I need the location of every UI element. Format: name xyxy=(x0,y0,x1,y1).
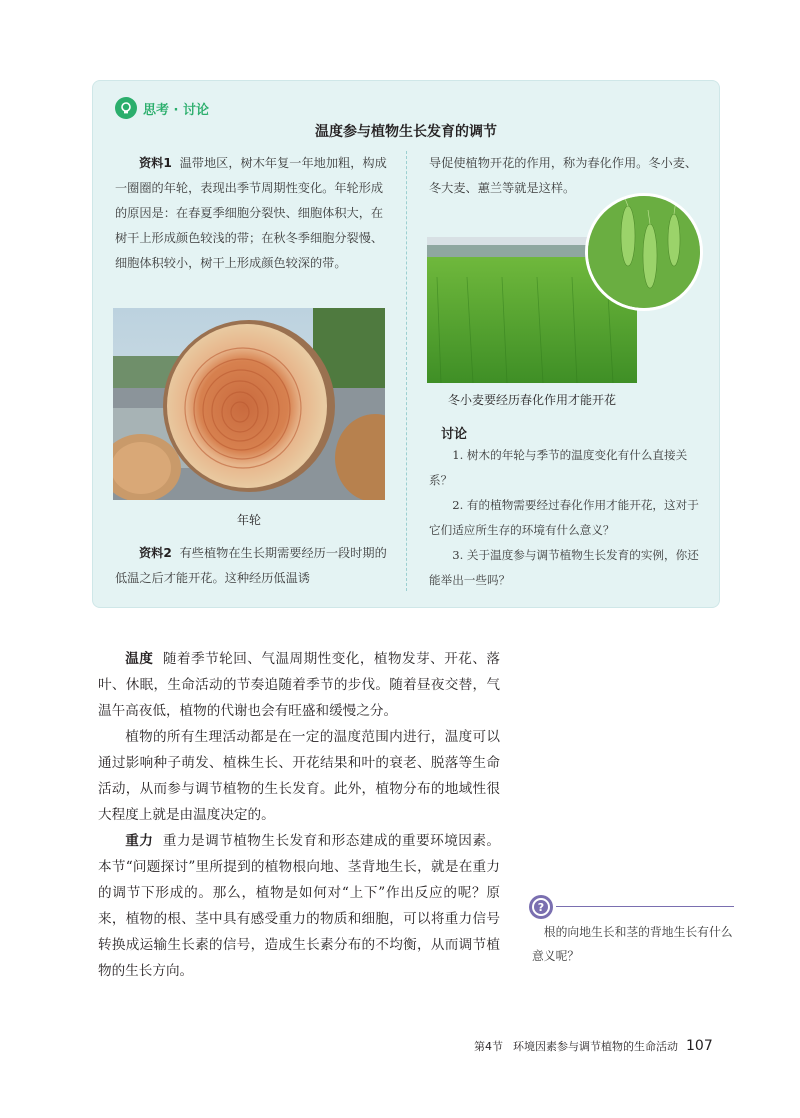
wheat-ear-closeup-photo xyxy=(585,193,703,311)
section-tag xyxy=(115,97,209,119)
material2-label: 资料2 xyxy=(139,546,172,560)
gravity-paragraph xyxy=(98,828,500,984)
page-number: 107 xyxy=(686,1038,713,1054)
material2-continued: 导促使植物开花的作用，称为春化作用。冬小麦、冬大麦、蕙兰等就是这样。 xyxy=(429,156,698,195)
side-note-rule xyxy=(556,906,734,907)
tree-rings-photo xyxy=(113,308,385,500)
material1-text: 温带地区，树木年复一年地加粗，构成一圈圈的年轮，表现出季节周期性变化。年轮形成的原因是：在春夏季细胞分裂快、细胞体积大，在树干上形成颜色较浅的带；在秋冬季细胞分裂慢、细胞体积较小，树干上形成颜色较深的带。 xyxy=(115,156,387,270)
material1-label: 资料1 xyxy=(139,156,172,170)
gravity-text: 重力是调节植物生长发育和形态建成的重要环境因素。本节“问题探讨”里所提到的植物根向地、茎背地生长，就是在重力的调节下形成的。那么，植物是如何对“上下”作出反应的呢？原来，植物的根、茎中具有感受重力的物质和细胞，可以将重力信号转换成运输生长素的信号，造成生长素分布的不均衡，从而调节植物的生长方向。 xyxy=(98,833,501,979)
question-item: 1. 树木的年轮与季节的温度变化有什么直接关系？ xyxy=(429,448,688,487)
tree-rings-caption: 年轮 xyxy=(236,513,261,527)
temperature-paragraph-2: 植物的所有生理活动都是在一定的温度范围内进行，温度可以通过影响种子萌发、植株生长、开花结果和叶的衰老、脱落等生命活动，从而参与调节植物的生长发育。此外，植物分布的地域性很大程度上就是由温度决定的。 xyxy=(98,729,500,823)
discussion-box xyxy=(92,80,720,608)
svg-text:?: ? xyxy=(537,901,545,914)
page-footer xyxy=(474,1038,713,1054)
discussion-questions xyxy=(429,443,705,593)
question-item: 2. 有的植物需要经过春化作用才能开花，这对于它们适应所生存的环境有什么意义？ xyxy=(429,498,699,537)
question-item: 3. 关于温度参与调节植物生长发育的实例，你还能举出一些吗？ xyxy=(429,548,699,587)
main-text xyxy=(98,646,500,984)
temperature-heading: 温度 xyxy=(125,651,154,667)
material1 xyxy=(115,151,391,276)
material2 xyxy=(115,541,391,591)
box-title: 温度参与植物生长发育的调节 xyxy=(315,124,497,140)
temperature-text: 随着季节轮回、气温周期性变化，植物发芽、开花、落叶、休眠，生命活动的节奏追随着季节的步伐。随着昼夜交替，气温午高夜低，植物的代谢也会有旺盛和缓慢之分。 xyxy=(98,651,501,719)
section-tag-label: 思考 · 讨论 xyxy=(143,102,209,118)
column-divider xyxy=(406,151,407,591)
discussion-title: 讨论 xyxy=(441,427,468,442)
lightbulb-icon xyxy=(115,97,137,119)
wheat-caption: 冬小麦要经历春化作用才能开花 xyxy=(447,393,616,407)
material2-text: 有些植物在生长期需要经历一段时期的低温之后才能开花。这种经历低温诱 xyxy=(115,546,387,585)
gravity-heading: 重力 xyxy=(125,833,154,849)
temperature-paragraph xyxy=(98,646,500,724)
side-note: 根的向地生长和茎的背地生长有什么意义呢？ xyxy=(532,925,733,963)
footer-section: 第4节 xyxy=(474,1040,503,1053)
footer-title: 环境因素参与调节植物的生命活动 xyxy=(513,1040,678,1053)
